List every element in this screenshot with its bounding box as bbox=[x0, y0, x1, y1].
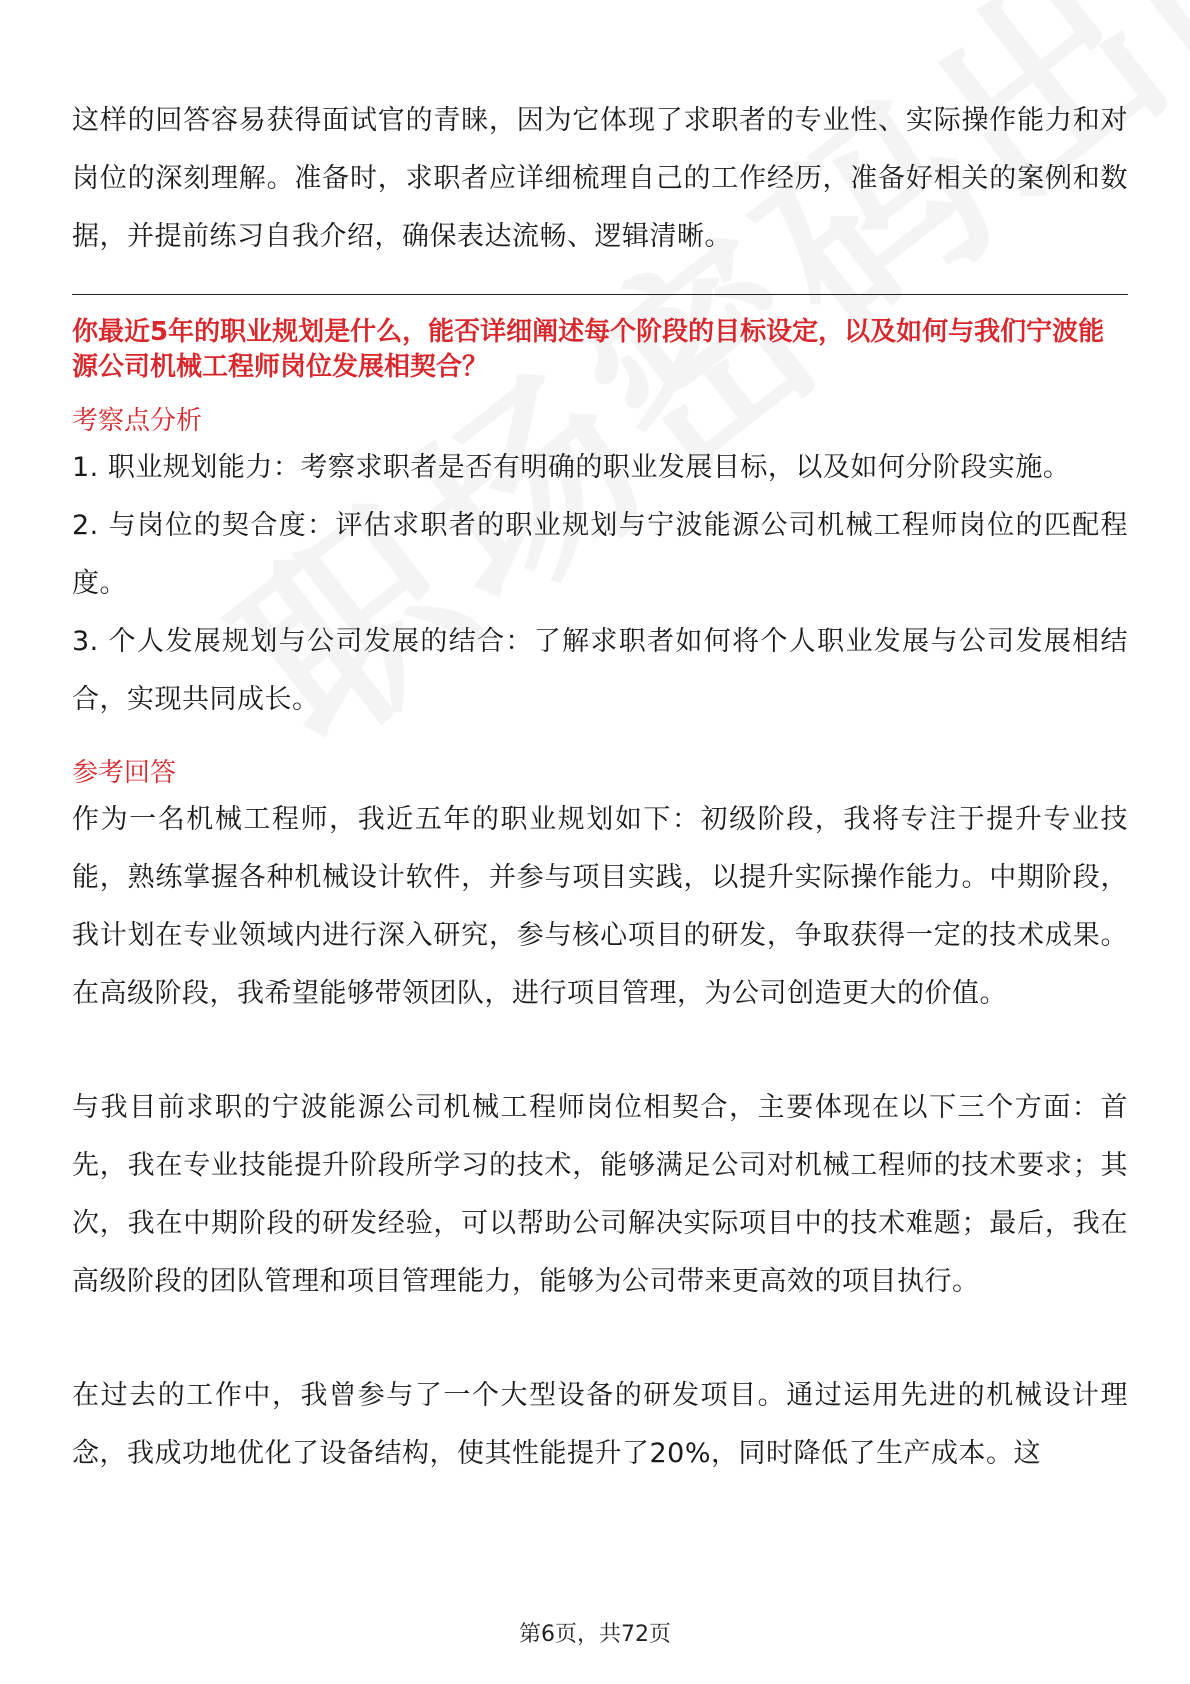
analysis-item: 3. 个人发展规划与公司发展的结合：了解求职者如何将个人职业发展与公司发展相结合，实现共同成长。 bbox=[72, 626, 1128, 715]
paragraph-gap bbox=[72, 1311, 1128, 1367]
analysis-list bbox=[72, 439, 1128, 729]
analysis-title: 考察点分析 bbox=[72, 406, 203, 436]
document-page bbox=[72, 92, 1128, 1483]
answer-title: 参考回答 bbox=[72, 758, 177, 788]
analysis-item: 2. 与岗位的契合度：评估求职者的职业规划与宁波能源公司机械工程师岗位的匹配程度。 bbox=[72, 510, 1128, 599]
analysis-item: 1. 职业规划能力：考察求职者是否有明确的职业发展目标，以及如何分阶段实施。 bbox=[72, 452, 1071, 483]
page-number: 第6页，共72页 bbox=[519, 1622, 671, 1647]
answer-paragraph: 在过去的工作中，我曾参与了一个大型设备的研发项目。通过运用先进的机械设计理念，我成功地优化了设备结构，使其性能提升了20%，同时降低了生产成本。这 bbox=[72, 1380, 1128, 1469]
answer-paragraph: 作为一名机械工程师，我近五年的职业规划如下：初级阶段，我将专注于提升专业技能，熟练掌握各种机械设计软件，并参与项目实践，以提升实际操作能力。中期阶段，我计划在专业领域内进行深入研究，参与核心项目的研发，争取获得一定的技术成果。在高级阶段，我希望能够带领团队，进行项目管理，为公司创造更大的价值。 bbox=[72, 804, 1128, 1009]
intro-paragraph: 这样的回答容易获得面试官的青睐，因为它体现了求职者的专业性、实际操作能力和对岗位的深刻理解。准备时，求职者应详细梳理自己的工作经历，准备好相关的案例和数据，并提前练习自我介绍，确保表达流畅、逻辑清晰。 bbox=[72, 105, 1128, 252]
section-divider bbox=[72, 294, 1128, 295]
answer-paragraph: 与我目前求职的宁波能源公司机械工程师岗位相契合，主要体现在以下三个方面：首先，我在专业技能提升阶段所学习的技术，能够满足公司对机械工程师的技术要求；其次，我在中期阶段的研发经验，可以帮助公司解决实际项目中的技术难题；最后，我在高级阶段的团队管理和项目管理能力，能够为公司带来更高效的项目执行。 bbox=[72, 1092, 1128, 1297]
paragraph-gap bbox=[72, 1023, 1128, 1079]
question-heading: 你最近5年的职业规划是什么，能否详细阐述每个阶段的目标设定，以及如何与我们宁波能源公司机械工程师岗位发展相契合？ bbox=[72, 317, 1105, 382]
